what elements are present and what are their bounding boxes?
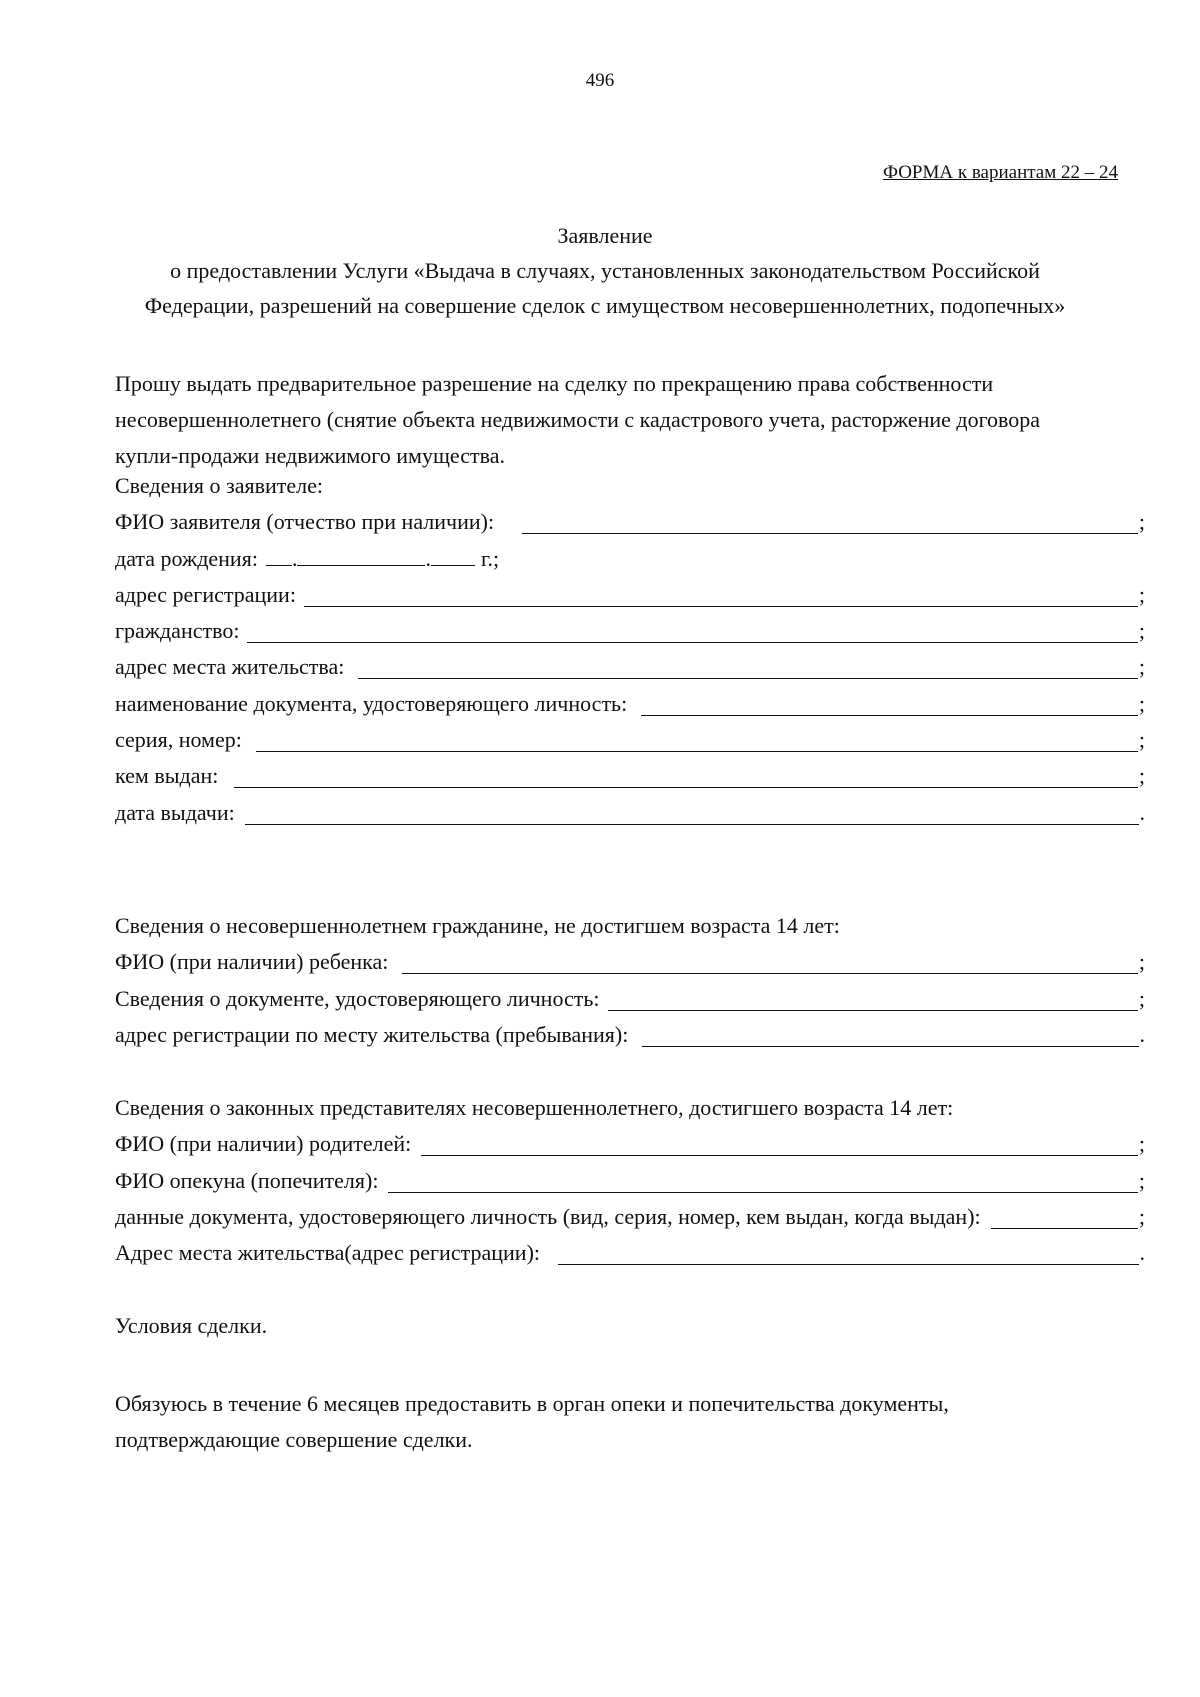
rep-doc-row: [115, 1199, 1145, 1235]
rep-address-row: [115, 1235, 1145, 1271]
birth-date-suffix: г.;: [480, 545, 500, 571]
id-doc-label: наименование документа, удостоверяющего личность:: [115, 690, 628, 716]
representatives-heading: Сведения о законных представителях несовершеннолетнего, достигшего возраста 14 лет:: [115, 1095, 954, 1120]
semicolon: ;: [1138, 985, 1145, 1011]
title-line-3: Федерации, разрешений на совершение сделок с имуществом несовершеннолетних, подопечных»: [144, 293, 1066, 318]
minor-doc-label: Сведения о документе, удостоверяющего личность:: [115, 985, 600, 1011]
semicolon: ;: [1138, 618, 1145, 644]
issued-by-label: кем выдан:: [115, 763, 219, 789]
applicant-issued-by-row: [115, 758, 1145, 794]
id-doc-field[interactable]: [641, 693, 1138, 716]
title-line-2: о предоставлении Услуги «Выдача в случаях, установленных законодательством Российской: [170, 258, 1040, 283]
minor-fio-label: ФИО (при наличии) ребенка:: [115, 949, 389, 975]
page-number: 496: [585, 70, 615, 91]
request-paragraph: [115, 366, 1145, 474]
title-line-1: Заявление: [557, 223, 653, 248]
rep-doc-label: данные документа, удостоверяющего личность (вид, серия, номер, кем выдан, когда выдан):: [115, 1203, 981, 1229]
guardian-row: [115, 1163, 1145, 1199]
minor-section: [115, 908, 1145, 1053]
issue-date-field[interactable]: [245, 802, 1139, 825]
applicant-issue-date-row: [115, 795, 1145, 831]
parents-field[interactable]: [421, 1133, 1138, 1156]
series-number-label: серия, номер:: [115, 727, 242, 753]
rep-doc-field[interactable]: [991, 1206, 1138, 1229]
obligation-line-1: Обязуюсь в течение 6 месяцев предоставить в орган опеки и попечительства документы,: [115, 1391, 949, 1416]
birth-date-label: дата рождения:: [115, 545, 258, 571]
date-separator: .: [425, 545, 431, 571]
semicolon: ;: [1138, 1131, 1145, 1157]
request-line-1: Прошу выдать предварительное разрешение на сделку по прекращению права собственности: [115, 371, 994, 396]
minor-address-label: адрес регистрации по месту жительства (пребывания):: [115, 1021, 629, 1047]
semicolon: ;: [1138, 654, 1145, 680]
birth-day-field[interactable]: [266, 545, 292, 566]
form-reference: ФОРМА к вариантам 22 – 24: [882, 162, 1118, 183]
issued-by-field[interactable]: [234, 765, 1138, 788]
minor-doc-field[interactable]: [608, 988, 1138, 1011]
minor-doc-row: [115, 981, 1145, 1017]
date-separator: .: [291, 545, 298, 571]
applicant-heading: Сведения о заявителе:: [115, 473, 324, 498]
conditions: Условия сделки.: [115, 1313, 268, 1338]
birth-year-field[interactable]: [431, 545, 475, 566]
semicolon: ;: [1138, 509, 1145, 535]
minor-address-row: [115, 1017, 1145, 1053]
period: .: [1139, 1021, 1145, 1047]
obligation-line-2: подтверждающие совершение сделки.: [115, 1427, 473, 1452]
semicolon: ;: [1138, 727, 1145, 753]
request-line-2: несовершеннолетнего (снятие объекта недвижимости с кадастрового учета, расторжение договора: [115, 407, 1041, 432]
citizenship-label: гражданство:: [115, 618, 240, 644]
citizenship-field[interactable]: [247, 620, 1137, 643]
applicant-section: [115, 468, 1145, 831]
semicolon: ;: [1138, 763, 1145, 789]
reg-address-field[interactable]: [304, 584, 1138, 607]
applicant-residence-row: [115, 649, 1145, 685]
applicant-fio-row: [115, 504, 1145, 540]
minor-address-field[interactable]: [642, 1024, 1138, 1047]
parents-row: [115, 1126, 1145, 1162]
request-line-3: купли-продажи недвижимого имущества.: [115, 443, 505, 468]
residence-label: адрес места жительства:: [115, 654, 345, 680]
residence-field[interactable]: [358, 656, 1137, 679]
semicolon: ;: [1138, 1167, 1145, 1193]
document-title: [80, 218, 1130, 323]
period: .: [1139, 1240, 1145, 1266]
semicolon: ;: [1138, 949, 1145, 975]
guardian-label: ФИО опекуна (попечителя):: [115, 1167, 379, 1193]
applicant-fio-label: ФИО заявителя (отчество при наличии):: [115, 509, 495, 535]
period: .: [1139, 799, 1145, 825]
applicant-series-row: [115, 722, 1145, 758]
rep-address-label: Адрес места жительства(адрес регистрации):: [115, 1240, 541, 1266]
series-number-field[interactable]: [256, 729, 1138, 752]
obligation-paragraph: [115, 1386, 1145, 1458]
parents-label: ФИО (при наличии) родителей:: [115, 1131, 412, 1157]
semicolon: ;: [1138, 581, 1145, 607]
guardian-field[interactable]: [388, 1170, 1137, 1193]
issue-date-label: дата выдачи:: [115, 799, 235, 825]
semicolon: ;: [1138, 1203, 1145, 1229]
minor-fio-row: [115, 944, 1145, 980]
minor-heading: Сведения о несовершеннолетнем гражданине, не достигшем возраста 14 лет:: [115, 913, 840, 938]
birth-month-field[interactable]: [297, 545, 425, 566]
applicant-birth-date-row: [115, 541, 1145, 577]
reg-address-label: адрес регистрации:: [115, 581, 296, 607]
applicant-fio-field[interactable]: [522, 511, 1138, 534]
applicant-citizenship-row: [115, 613, 1145, 649]
representatives-section: [115, 1090, 1145, 1271]
applicant-id-doc-row: [115, 686, 1145, 722]
minor-fio-field[interactable]: [402, 951, 1137, 974]
semicolon: ;: [1138, 690, 1145, 716]
applicant-reg-address-row: [115, 577, 1145, 613]
rep-address-field[interactable]: [558, 1242, 1138, 1265]
